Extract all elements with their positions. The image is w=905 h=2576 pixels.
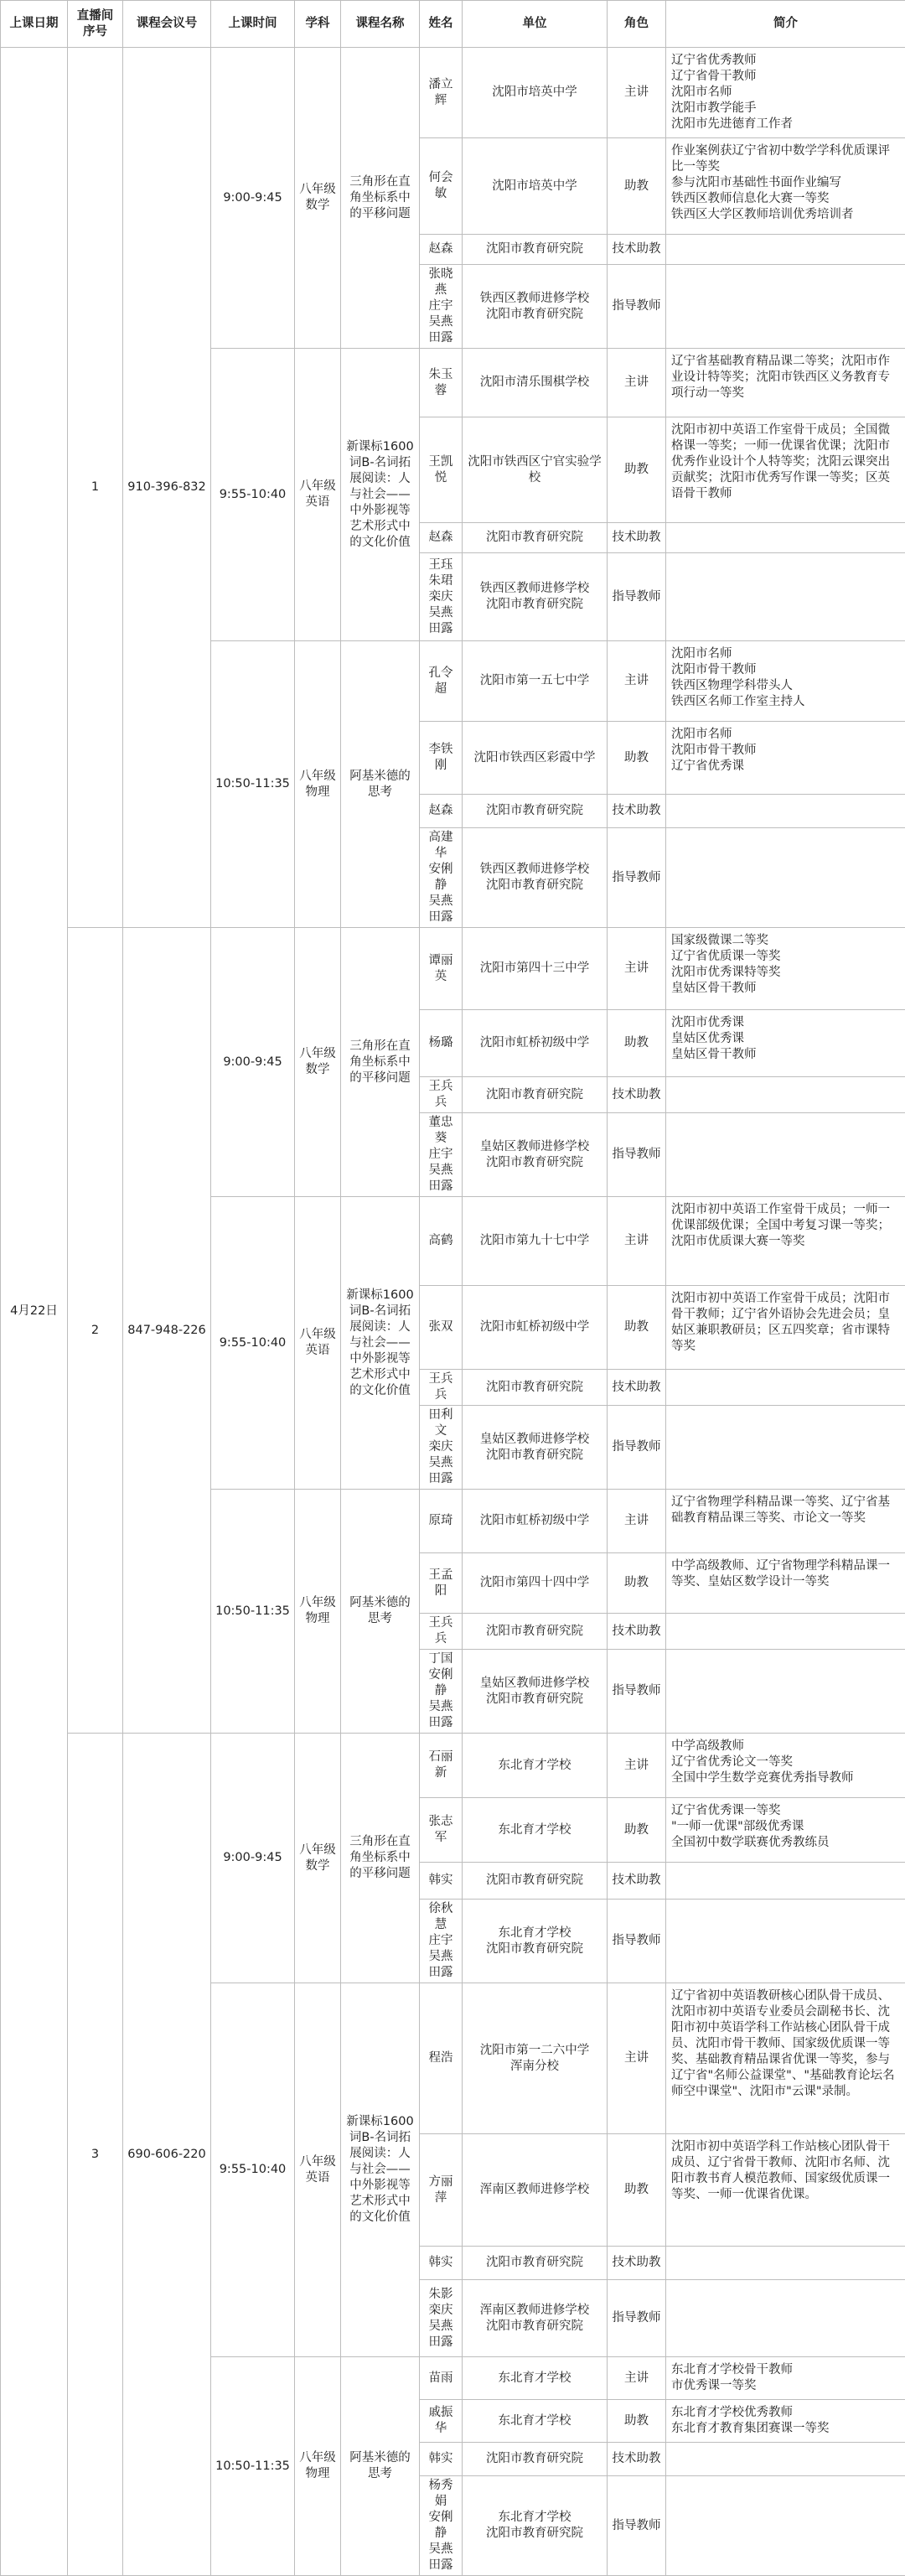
course-name-cell: 三角形在直角坐标系中的平移问题: [341, 928, 420, 1197]
name-cell: 程浩: [420, 1983, 463, 2134]
role-cell: 指导教师: [608, 265, 666, 349]
unit-cell: 沈阳市教育研究院: [463, 2247, 608, 2280]
name-cell: 石丽新: [420, 1734, 463, 1798]
header-row: [1, 1, 905, 48]
time-cell: 9:55-10:40: [211, 1983, 295, 2357]
intro-cell: [666, 265, 905, 349]
name-cell: 田利文 栾庆 吴燕 田露: [420, 1406, 463, 1490]
intro-cell: [666, 2443, 905, 2476]
unit-cell: 铁西区教师进修学校 沈阳市教育研究院: [463, 553, 608, 641]
intro-cell: [666, 2280, 905, 2357]
intro-cell: 辽宁省初中英语教研核心团队骨干成员、沈阳市初中英语专业委员会副秘书长、沈阳市初中英语学科工作站核心团队骨干成员、沈阳市骨干教师、国家级优质课一等奖、基础教育精品课省优课一等奖，参与辽宁省"名师公益课堂"、"基础教育论坛名师空中课堂"、沈阳市"云课"录制。: [666, 1983, 905, 2134]
intro-cell: 中学高级教师 辽宁省优秀论文一等奖 全国中学生数学竞赛优秀指导教师: [666, 1734, 905, 1798]
column-header: 上课日期: [1, 1, 68, 48]
name-cell: 杨璐: [420, 1010, 463, 1077]
subject-cell: 八年级 物理: [295, 2357, 341, 2576]
subject-cell: 八年级 数学: [295, 48, 341, 349]
column-header: 姓名: [420, 1, 463, 48]
role-cell: 主讲: [608, 641, 666, 722]
role-cell: 技术助教: [608, 2247, 666, 2280]
role-cell: 主讲: [608, 1983, 666, 2134]
role-cell: 助教: [608, 2400, 666, 2443]
role-cell: 指导教师: [608, 1113, 666, 1197]
role-cell: 主讲: [608, 48, 666, 138]
column-header: 直播间序号: [68, 1, 123, 48]
course-name-cell: 新课标1600词B-名词拓展阅读：人与社会——中外影视等艺术形式中的文化价值: [341, 1197, 420, 1490]
name-cell: 韩实: [420, 2247, 463, 2280]
subject-cell: 八年级 物理: [295, 641, 341, 928]
intro-cell: 沈阳市初中英语工作室骨干成员；全国微格课一等奖；一师一优课省优课；沈阳市优秀作业设计个人特等奖；沈阳云课突出贡献奖；沈阳市优秀写作课一等奖；区英语骨干教师: [666, 417, 905, 523]
course-name-cell: 新课标1600词B-名词拓展阅读：人与社会——中外影视等艺术形式中的文化价值: [341, 349, 420, 641]
subject-cell: 八年级 数学: [295, 928, 341, 1197]
name-cell: 张晓燕 庄宇 吴燕 田露: [420, 265, 463, 349]
intro-cell: [666, 1077, 905, 1113]
unit-cell: 浑南区教师进修学校 沈阳市教育研究院: [463, 2280, 608, 2357]
name-cell: 王兵兵: [420, 1614, 463, 1650]
role-cell: 指导教师: [608, 828, 666, 928]
name-cell: 丁国 安俐静 吴燕 田露: [420, 1650, 463, 1734]
intro-cell: [666, 523, 905, 553]
intro-cell: 辽宁省优秀课一等奖 "一师一优课"部级优秀课 全国初中数学联赛优秀教练员: [666, 1798, 905, 1863]
role-cell: 技术助教: [608, 795, 666, 828]
role-cell: 主讲: [608, 1490, 666, 1553]
name-cell: 高建华 安俐静 吴燕 田露: [420, 828, 463, 928]
role-cell: 技术助教: [608, 1863, 666, 1900]
intro-cell: 辽宁省优秀教师 辽宁省骨干教师 沈阳市名师 沈阳市教学能手 沈阳市先进德育工作者: [666, 48, 905, 138]
role-cell: 主讲: [608, 349, 666, 417]
unit-cell: 东北育才学校 沈阳市教育研究院: [463, 2476, 608, 2576]
time-cell: 9:55-10:40: [211, 1197, 295, 1490]
time-cell: 9:55-10:40: [211, 349, 295, 641]
meeting-id-cell: 910-396-832: [123, 48, 211, 928]
name-cell: 张双: [420, 1286, 463, 1370]
role-cell: 助教: [608, 138, 666, 235]
role-cell: 指导教师: [608, 2280, 666, 2357]
role-cell: 指导教师: [608, 1650, 666, 1734]
subject-cell: 八年级 英语: [295, 349, 341, 641]
intro-cell: [666, 2247, 905, 2280]
meeting-id-cell: 690-606-220: [123, 1734, 211, 2576]
intro-cell: 中学高级教师、辽宁省物理学科精品课一等奖、皇姑区数学设计一等奖: [666, 1553, 905, 1614]
name-cell: 潘立辉: [420, 48, 463, 138]
unit-cell: 沈阳市教育研究院: [463, 1863, 608, 1900]
time-cell: 10:50-11:35: [211, 1490, 295, 1734]
column-header: 上课时间: [211, 1, 295, 48]
role-cell: 指导教师: [608, 1900, 666, 1983]
intro-cell: 辽宁省物理学科精品课一等奖、辽宁省基础教育精品课三等奖、市论文一等奖: [666, 1490, 905, 1553]
unit-cell: 沈阳市第四十三中学: [463, 928, 608, 1010]
intro-cell: [666, 1614, 905, 1650]
intro-cell: 沈阳市初中英语工作室骨干成员；沈阳市骨干教师；辽宁省外语协会先进会员；皇姑区兼职教研员；区五四奖章；省市课特等奖: [666, 1286, 905, 1370]
course-name-cell: 阿基米德的思考: [341, 641, 420, 928]
unit-cell: 东北育才学校: [463, 1798, 608, 1863]
unit-cell: 沈阳市培英中学: [463, 48, 608, 138]
intro-cell: 沈阳市初中英语学科工作站核心团队骨干成员、辽宁省骨干教师、沈阳市名师、沈阳市教书育人模范教师、国家级优质课一等奖、一师一优课省优课。: [666, 2134, 905, 2247]
unit-cell: 沈阳市铁西区彩霞中学: [463, 722, 608, 795]
intro-cell: [666, 553, 905, 641]
role-cell: 助教: [608, 2134, 666, 2247]
table-row: [1, 928, 905, 1010]
name-cell: 徐秋慧 庄宇 吴燕 田露: [420, 1900, 463, 1983]
role-cell: 技术助教: [608, 235, 666, 265]
intro-cell: 沈阳市名师 沈阳市骨干教师 辽宁省优秀课: [666, 722, 905, 795]
unit-cell: 东北育才学校: [463, 2400, 608, 2443]
intro-cell: 沈阳市优秀课 皇姑区优秀课 皇姑区骨干教师: [666, 1010, 905, 1077]
unit-cell: 沈阳市清乐围棋学校: [463, 349, 608, 417]
intro-cell: [666, 1900, 905, 1983]
role-cell: 指导教师: [608, 1406, 666, 1490]
unit-cell: 沈阳市教育研究院: [463, 795, 608, 828]
unit-cell: 沈阳市虹桥初级中学: [463, 1286, 608, 1370]
name-cell: 原琦: [420, 1490, 463, 1553]
role-cell: 指导教师: [608, 553, 666, 641]
name-cell: 王珏 朱珺 栾庆 吴燕 田露: [420, 553, 463, 641]
unit-cell: 沈阳市虹桥初级中学: [463, 1490, 608, 1553]
column-header: 课程名称: [341, 1, 420, 48]
name-cell: 赵森: [420, 523, 463, 553]
unit-cell: 沈阳市教育研究院: [463, 1077, 608, 1113]
name-cell: 张志军: [420, 1798, 463, 1863]
course-name-cell: 三角形在直角坐标系中的平移问题: [341, 48, 420, 349]
role-cell: 主讲: [608, 2357, 666, 2400]
intro-cell: [666, 1863, 905, 1900]
time-cell: 9:00-9:45: [211, 928, 295, 1197]
name-cell: 赵森: [420, 795, 463, 828]
subject-cell: 八年级 物理: [295, 1490, 341, 1734]
unit-cell: 沈阳市第九十七中学: [463, 1197, 608, 1286]
name-cell: 方丽萍: [420, 2134, 463, 2247]
course-name-cell: 阿基米德的思考: [341, 1490, 420, 1734]
intro-cell: [666, 1113, 905, 1197]
subject-cell: 八年级 数学: [295, 1734, 341, 1983]
course-name-cell: 三角形在直角坐标系中的平移问题: [341, 1734, 420, 1983]
intro-cell: 东北育才学校优秀教师 东北育才教育集团赛课一等奖: [666, 2400, 905, 2443]
name-cell: 韩实: [420, 1863, 463, 1900]
unit-cell: 沈阳市教育研究院: [463, 235, 608, 265]
unit-cell: 沈阳市第一五七中学: [463, 641, 608, 722]
unit-cell: 铁西区教师进修学校 沈阳市教育研究院: [463, 828, 608, 928]
room-number-cell: 2: [68, 928, 123, 1734]
role-cell: 技术助教: [608, 1077, 666, 1113]
intro-cell: 辽宁省基础教育精品课二等奖；沈阳市作业设计特等奖；沈阳市铁西区义务教育专项行动一等奖: [666, 349, 905, 417]
time-cell: 10:50-11:35: [211, 2357, 295, 2576]
unit-cell: 沈阳市虹桥初级中学: [463, 1010, 608, 1077]
table-row: [1, 1734, 905, 1798]
intro-cell: [666, 795, 905, 828]
intro-cell: [666, 1650, 905, 1734]
intro-cell: [666, 1406, 905, 1490]
unit-cell: 沈阳市第四十四中学: [463, 1553, 608, 1614]
table-row: [1, 48, 905, 138]
role-cell: 助教: [608, 1798, 666, 1863]
unit-cell: 东北育才学校 沈阳市教育研究院: [463, 1900, 608, 1983]
intro-cell: 东北育才学校骨干教师 市优秀课一等奖: [666, 2357, 905, 2400]
unit-cell: 皇姑区教师进修学校 沈阳市教育研究院: [463, 1650, 608, 1734]
name-cell: 赵森: [420, 235, 463, 265]
role-cell: 技术助教: [608, 523, 666, 553]
unit-cell: 沈阳市第一二六中学 浑南分校: [463, 1983, 608, 2134]
name-cell: 谭丽英: [420, 928, 463, 1010]
course-name-cell: 阿基米德的思考: [341, 2357, 420, 2576]
name-cell: 王凯悦: [420, 417, 463, 523]
course-name-cell: 新课标1600词B-名词拓展阅读：人与社会——中外影视等艺术形式中的文化价值: [341, 1983, 420, 2357]
intro-cell: 沈阳市名师 沈阳市骨干教师 铁西区物理学科带头人 铁西区名师工作室主持人: [666, 641, 905, 722]
name-cell: 苗雨: [420, 2357, 463, 2400]
room-number-cell: 3: [68, 1734, 123, 2576]
time-cell: 9:00-9:45: [211, 1734, 295, 1983]
column-header: 学科: [295, 1, 341, 48]
role-cell: 助教: [608, 1286, 666, 1370]
unit-cell: 浑南区教师进修学校: [463, 2134, 608, 2247]
column-header: 简介: [666, 1, 905, 48]
name-cell: 朱玉蓉: [420, 349, 463, 417]
role-cell: 技术助教: [608, 2443, 666, 2476]
column-header: 角色: [608, 1, 666, 48]
intro-cell: 沈阳市初中英语工作室骨干成员；一师一优课部级优课；全国中考复习课一等奖；沈阳市优质课大赛一等奖: [666, 1197, 905, 1286]
intro-cell: [666, 235, 905, 265]
unit-cell: 沈阳市培英中学: [463, 138, 608, 235]
unit-cell: 铁西区教师进修学校 沈阳市教育研究院: [463, 265, 608, 349]
name-cell: 何会敏: [420, 138, 463, 235]
subject-cell: 八年级 英语: [295, 1983, 341, 2357]
time-cell: 9:00-9:45: [211, 48, 295, 349]
intro-cell: [666, 828, 905, 928]
unit-cell: 沈阳市教育研究院: [463, 1370, 608, 1406]
role-cell: 主讲: [608, 1734, 666, 1798]
unit-cell: 沈阳市教育研究院: [463, 1614, 608, 1650]
time-cell: 10:50-11:35: [211, 641, 295, 928]
name-cell: 董忠葵 庄宇 吴燕 田露: [420, 1113, 463, 1197]
column-header: 单位: [463, 1, 608, 48]
intro-cell: 国家级微课二等奖 辽宁省优质课一等奖 沈阳市优秀课特等奖 皇姑区骨干教师: [666, 928, 905, 1010]
name-cell: 高鹤: [420, 1197, 463, 1286]
role-cell: 技术助教: [608, 1370, 666, 1406]
room-number-cell: 1: [68, 48, 123, 928]
name-cell: 孔令超: [420, 641, 463, 722]
intro-cell: 作业案例获辽宁省初中数学学科优质课评比一等奖 参与沈阳市基础性书面作业编写 铁西区教师信息化大赛一等奖 铁西区大学区教师培训优秀培训者: [666, 138, 905, 235]
unit-cell: 沈阳市教育研究院: [463, 523, 608, 553]
column-header: 课程会议号: [123, 1, 211, 48]
intro-cell: [666, 1370, 905, 1406]
name-cell: 杨秀娟 安俐静 吴燕 田露: [420, 2476, 463, 2576]
role-cell: 助教: [608, 722, 666, 795]
unit-cell: 东北育才学校: [463, 2357, 608, 2400]
role-cell: 助教: [608, 1553, 666, 1614]
role-cell: 指导教师: [608, 2476, 666, 2576]
unit-cell: 皇姑区教师进修学校 沈阳市教育研究院: [463, 1113, 608, 1197]
name-cell: 王兵兵: [420, 1370, 463, 1406]
role-cell: 助教: [608, 417, 666, 523]
name-cell: 戚振华: [420, 2400, 463, 2443]
role-cell: 技术助教: [608, 1614, 666, 1650]
name-cell: 王兵兵: [420, 1077, 463, 1113]
unit-cell: 沈阳市铁西区宁官实验学校: [463, 417, 608, 523]
role-cell: 主讲: [608, 1197, 666, 1286]
name-cell: 王孟阳: [420, 1553, 463, 1614]
intro-cell: [666, 2476, 905, 2576]
name-cell: 朱影 栾庆 吴燕 田露: [420, 2280, 463, 2357]
role-cell: 助教: [608, 1010, 666, 1077]
unit-cell: 沈阳市教育研究院: [463, 2443, 608, 2476]
name-cell: 李铁刚: [420, 722, 463, 795]
name-cell: 韩实: [420, 2443, 463, 2476]
role-cell: 主讲: [608, 928, 666, 1010]
subject-cell: 八年级 英语: [295, 1197, 341, 1490]
unit-cell: 东北育才学校: [463, 1734, 608, 1798]
meeting-id-cell: 847-948-226: [123, 928, 211, 1734]
date-cell: 4月22日: [1, 48, 68, 2576]
unit-cell: 皇姑区教师进修学校 沈阳市教育研究院: [463, 1406, 608, 1490]
